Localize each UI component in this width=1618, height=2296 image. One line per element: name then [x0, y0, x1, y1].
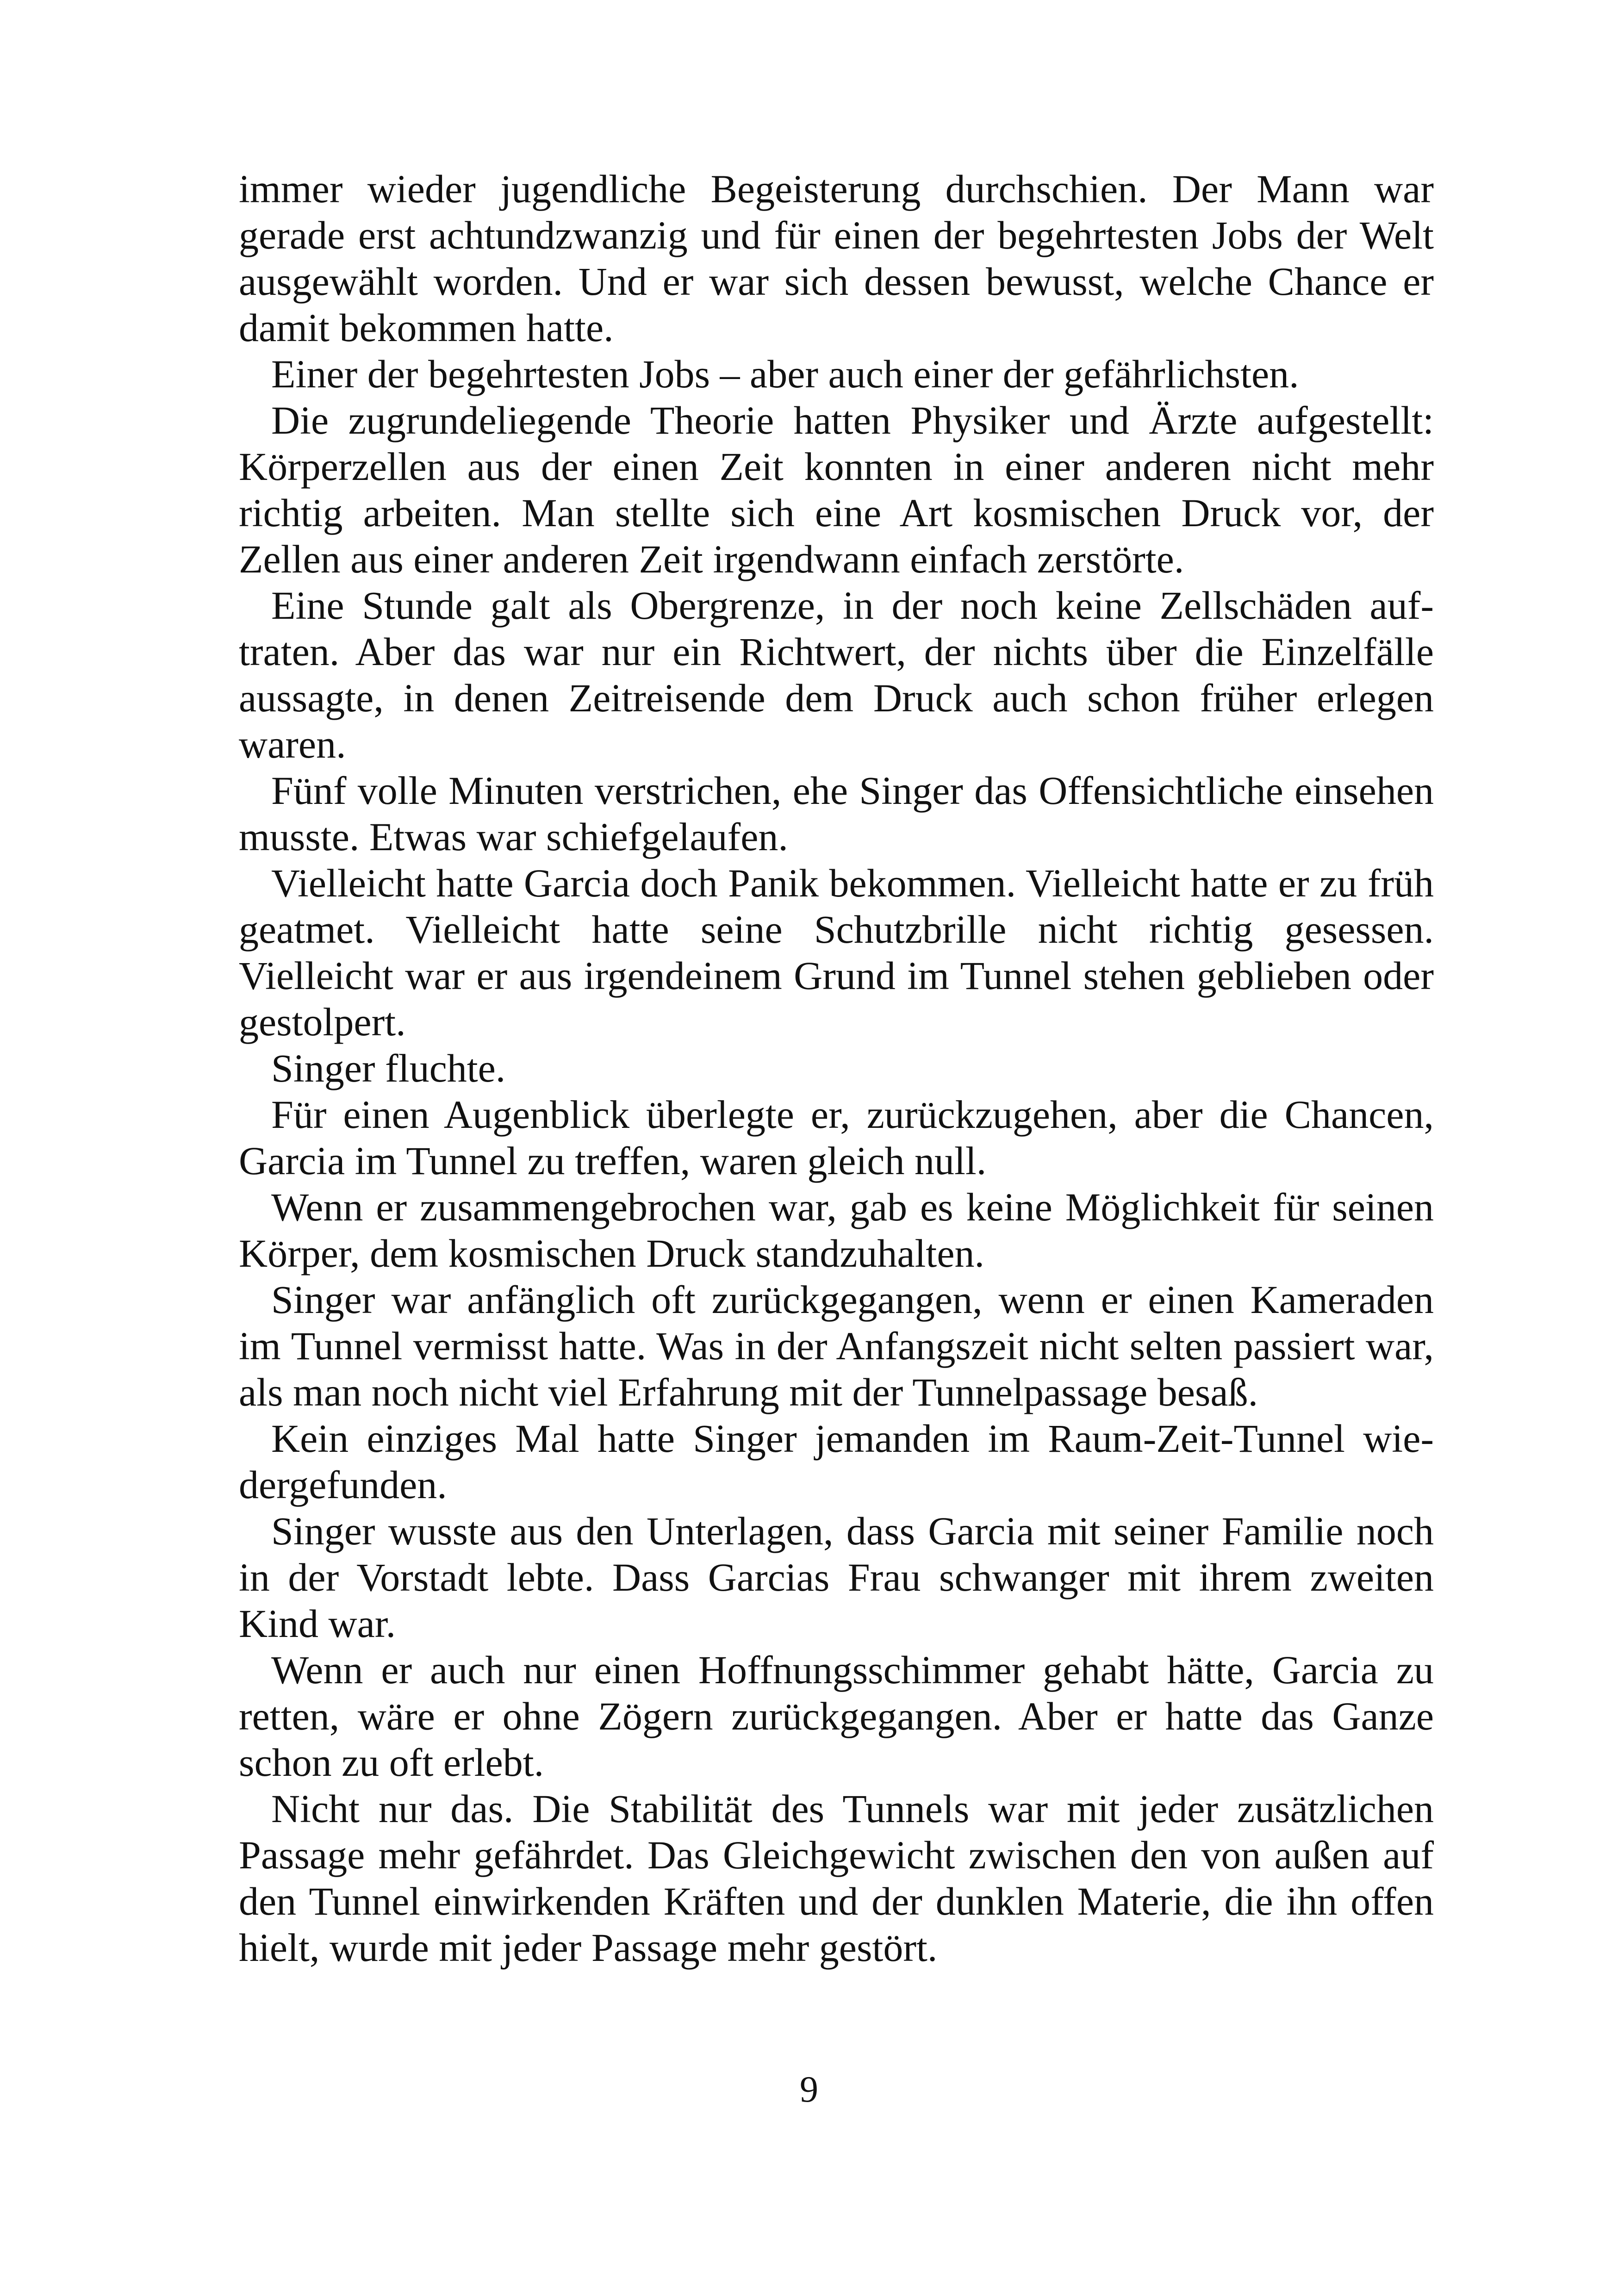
paragraph: immer wieder jugendliche Begeisterung durchschien. Der Mann war gerade erst achtundzwanzig und für einen der begehrtesten Jobs der Welt ausgewählt worden. Und er war sich dessen bewusst, welche Chance er damit bekommen hatte. — [239, 167, 1434, 350]
paragraph: Kein einziges Mal hatte Singer jemanden im Raum-Zeit-Tunnel wiedergefunden. — [239, 1416, 1434, 1507]
paragraph: Die zugrundeliegende Theorie hatten Physiker und Ärzte aufgestellt: Körperzellen aus der einen Zeit konnten in einer anderen nicht mehr richtig arbeiten. Man stellte sich eine Art kosmischen Druck vor, der Zellen aus einer anderen Zeit irgendwann einfach zerstörte. — [239, 398, 1434, 581]
paragraph: Wenn er zusammengebrochen war, gab es keine Möglichkeit für seinen Körper, dem kosmischen Druck standzuhalten. — [239, 1185, 1434, 1276]
paragraph: Für einen Augenblick überlegte er, zurückzugehen, aber die Chancen, Garcia im Tunnel zu treffen, waren gleich null. — [239, 1092, 1434, 1183]
paragraph: Einer der begehrtesten Jobs – aber auch einer der gefährlichsten. — [271, 352, 1299, 396]
body-text — [239, 166, 1434, 1971]
paragraph: Eine Stunde galt als Obergrenze, in der noch keine Zellschäden auftraten. Aber das war nur ein Richtwert, der nichts über die Einzelfälle aussagte, in denen Zeitreisende dem Druck auch schon früher erlegen waren. — [239, 583, 1434, 766]
page-number: 9 — [800, 2069, 818, 2110]
paragraph: Nicht nur das. Die Stabilität des Tunnels war mit jeder zusätzlichen Passage mehr gefährdet. Das Gleichgewicht zwischen den von außen auf den Tunnel einwirkenden Kräften und der dunklen Materie, die ihn offen hielt, wurde mit jeder Passage mehr gestört. — [239, 1786, 1434, 1970]
paragraph: Singer fluchte. — [271, 1046, 506, 1090]
paragraph: Singer wusste aus den Unterlagen, dass Garcia mit seiner Familie noch in der Vorstadt lebte. Dass Garcias Frau schwanger mit ihrem zweiten Kind war. — [239, 1509, 1434, 1646]
paragraph: Vielleicht hatte Garcia doch Panik bekommen. Vielleicht hatte er zu früh geatmet. Vielleicht hatte seine Schutzbrille nicht richtig gesessen. Vielleicht war er aus irgendeinem Grund im Tunnel stehen geblieben oder gestolpert. — [239, 861, 1434, 1044]
paragraph: Wenn er auch nur einen Hoffnungsschimmer gehabt hätte, Garcia zu retten, wäre er ohne Zögern zurückgegangen. Aber er hatte das Ganze schon zu oft erlebt. — [239, 1648, 1434, 1785]
paragraph: Fünf volle Minuten verstrichen, ehe Singer das Offensichtliche einsehen musste. Etwas war schiefgelaufen. — [239, 768, 1434, 859]
paragraph: Singer war anfänglich oft zurückgegangen, wenn er einen Kameraden im Tunnel vermisst hatte. Was in der Anfangszeit nicht selten passiert war, als man noch nicht viel Erfahrung mit der Tunnelpassage besaß. — [239, 1277, 1434, 1414]
